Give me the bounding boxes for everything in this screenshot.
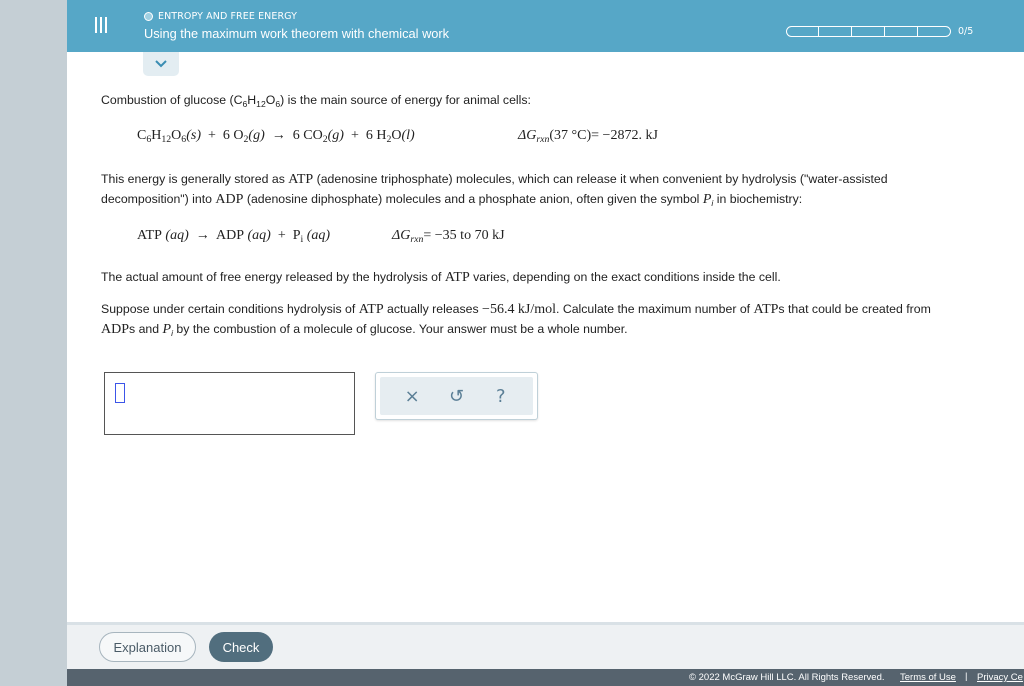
help-icon: ? xyxy=(496,385,506,407)
header-bar xyxy=(67,0,1024,52)
progress-bar xyxy=(786,26,973,37)
progress-segment xyxy=(885,26,918,37)
undo-button[interactable] xyxy=(442,382,470,410)
reaction-arrow: → xyxy=(271,128,286,143)
progress-segment xyxy=(918,26,951,37)
topic-label xyxy=(144,11,297,22)
page-title: Using the maximum work theorem with chemical work xyxy=(144,26,450,41)
chevron-down-icon xyxy=(154,59,168,69)
help-button[interactable] xyxy=(487,382,515,410)
progress-text: 0/5 xyxy=(958,26,974,37)
check-button[interactable]: Check xyxy=(209,632,273,662)
question-line1: Suppose under certain conditions hydrolysis of ATP actually releases −56.4 kJ/mol. Calculate the maximum number of ATPs that could be created from xyxy=(101,302,931,317)
menu-icon[interactable] xyxy=(91,14,111,36)
atp-hydrolysis-equation: ATP (aq) → ADP $(aq) + P_i$ (aq) xyxy=(137,228,331,245)
privacy-link[interactable]: Privacy Ce xyxy=(977,672,1023,683)
copyright-text: © 2022 McGraw Hill LLC. All Rights Reserved. xyxy=(689,672,885,683)
close-icon: × xyxy=(404,385,420,407)
reaction-arrow: → xyxy=(195,228,210,243)
clear-button[interactable] xyxy=(398,382,426,410)
intro-paragraph: Combustion of glucose $(C_6H_{12}O_6)$ is the main source of energy for animal cells: xyxy=(101,93,531,109)
undo-icon: ↺ xyxy=(448,385,465,407)
answer-input[interactable] xyxy=(115,383,125,403)
topic-status-icon xyxy=(144,12,153,21)
answer-tools-panel xyxy=(375,372,538,420)
question-line2: ADPs and $P_i$ by the combustion of a molecule of glucose. Your answer must be a whole number. xyxy=(101,322,628,338)
atp-paragraph-line2: decomposition") into ADP (adenosine diphosphate) molecules and a phosphate anion, often given the symbol $P_i$ in biochemistry: xyxy=(101,192,803,208)
explanation-button[interactable]: Explanation xyxy=(99,632,196,662)
progress-segment xyxy=(819,26,852,37)
answer-area[interactable] xyxy=(104,372,355,435)
copyright-bar xyxy=(67,669,1024,686)
variation-paragraph: The actual amount of free energy released by the hydrolysis of ATP varies, depending on the exact conditions inside the cell. xyxy=(101,270,781,285)
glucose-delta-g: $\Delta G_{rxn}(37$ °C)= −2872. kJ xyxy=(518,128,658,145)
atp-paragraph-line1: This energy is generally stored as ATP (adenosine triphosphate) molecules, which can release it when convenient by hydrolysis ("water-assisted xyxy=(101,172,888,187)
collapse-chevron-button[interactable] xyxy=(143,52,179,76)
left-rail xyxy=(0,0,67,686)
progress-segment xyxy=(852,26,885,37)
topic-text: ENTROPY AND FREE ENERGY xyxy=(158,11,298,22)
answer-tools xyxy=(380,377,533,415)
atp-delta-g: $\Delta G_{rxn}= -35$ to 70 kJ xyxy=(392,228,505,245)
footer-separator: | xyxy=(965,671,968,682)
terms-of-use-link[interactable]: Terms of Use xyxy=(900,672,956,683)
glucose-combustion-equation: $C_6H_{12}O_6(s) + 6$ $O_2(g) \to 6$ $CO_2(g) + 6$ $H_2O(l)$ xyxy=(137,128,415,145)
progress-segment xyxy=(786,26,819,37)
